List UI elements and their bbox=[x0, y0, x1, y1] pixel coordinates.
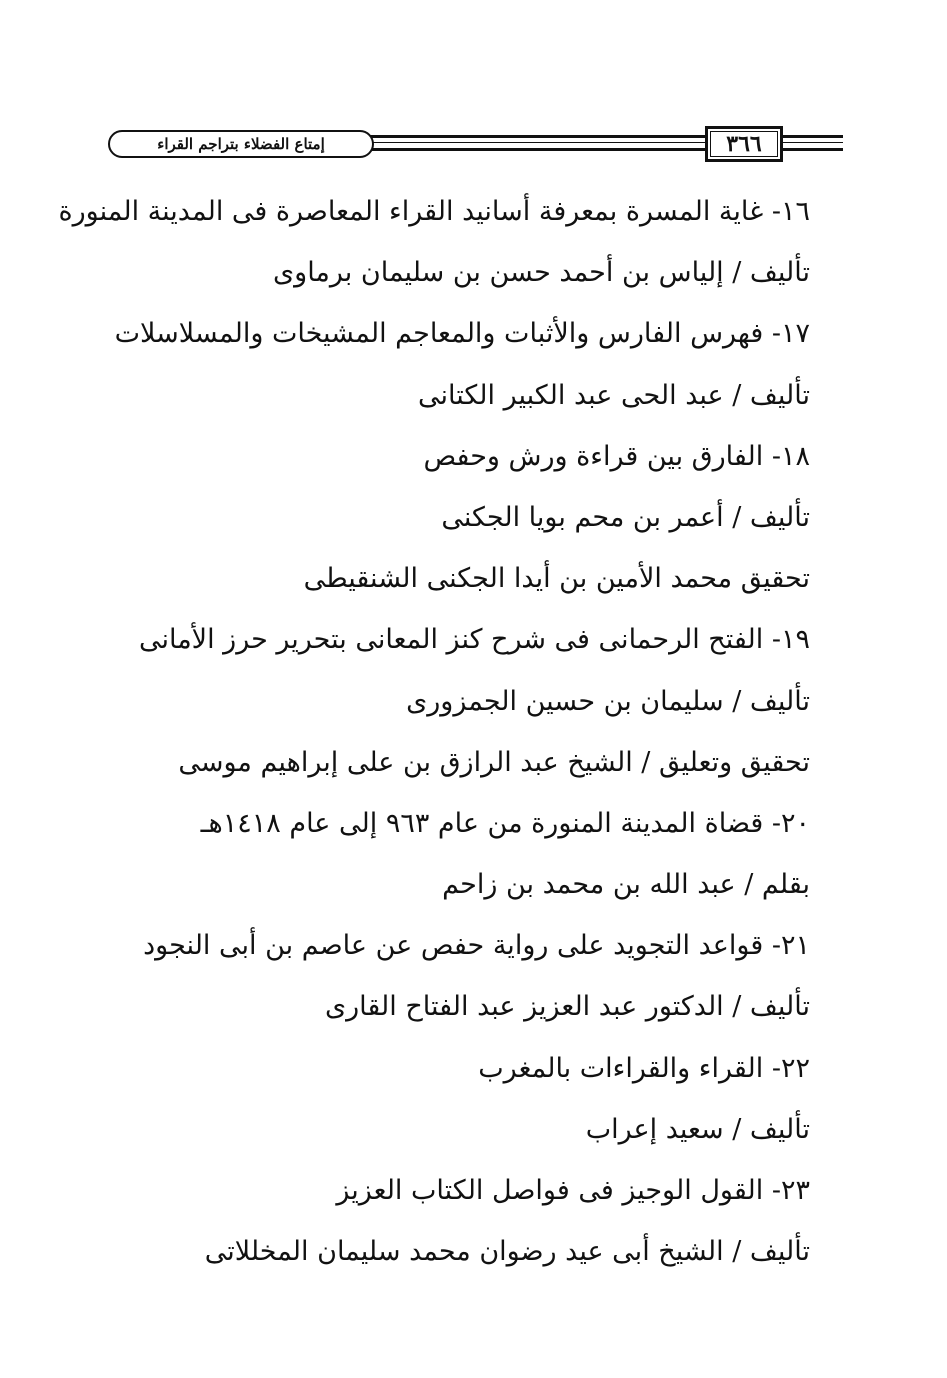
entry-22-author: تأليف / سعيد إعراب bbox=[585, 1113, 810, 1145]
entry-16-title: ١٦- غاية المسرة بمعرفة أسانيد القراء المعاصرة فى المدينة المنورة bbox=[58, 196, 810, 227]
entry-19-title: ١٩- الفتح الرحمانى فى شرح كنز المعانى بتحرير حرز الأمانى bbox=[138, 624, 810, 656]
entry-21-title: ٢١- قواعد التجويد على رواية حفص عن عاصم بن أبى النجود bbox=[143, 930, 810, 962]
entry-16-author: تأليف / إلياس بن أحمد حسن بن سليمان برماوى bbox=[273, 257, 810, 289]
entry-17-title: ١٧- فهرس الفارس والأثبات والمعاجم المشيخات والمسلاسلات bbox=[114, 318, 810, 350]
page-number: ٣٦٦ bbox=[705, 126, 783, 162]
entry-18-title: ١٨- الفارق بين قراءة ورش وحفص bbox=[423, 440, 810, 472]
entry-21-author: تأليف / الدكتور عبد العزيز عبد الفتاح القارى bbox=[324, 991, 810, 1023]
entry-23-author: تأليف / الشيخ أبى عيد رضوان محمد سليمان المخللاتى bbox=[204, 1236, 810, 1268]
entry-19-author: تأليف / سليمان بن حسين الجمزورى bbox=[406, 685, 810, 717]
entry-22-title: ٢٢- القراء والقراءات بالمغرب bbox=[478, 1052, 810, 1084]
entry-20-author: بقلم / عبد الله بن محمد بن زاحم bbox=[442, 869, 810, 901]
entry-18-editor: تحقيق محمد الأمين بن أيدا الجكنى الشنقيطى bbox=[303, 563, 810, 595]
entry-17-author: تأليف / عبد الحى عبد الكبير الكتانى bbox=[417, 379, 810, 411]
running-title: إمتاع الفضلاء بتراجم القراء bbox=[108, 130, 374, 158]
entry-18-author: تأليف / أعمر بن محم بويا الجكنى bbox=[441, 501, 810, 533]
running-header bbox=[108, 122, 843, 166]
entry-23-title: ٢٣- القول الوجيز فى فواصل الكتاب العزيز bbox=[336, 1175, 810, 1206]
bibliography-list bbox=[58, 190, 810, 1291]
entry-19-editor: تحقيق وتعليق / الشيخ عبد الرازق بن على إبراهيم موسى bbox=[178, 746, 810, 778]
entry-20-title: ٢٠- قضاة المدينة المنورة من عام ٩٦٣ إلى عام ١٤١٨هـ bbox=[200, 807, 810, 839]
